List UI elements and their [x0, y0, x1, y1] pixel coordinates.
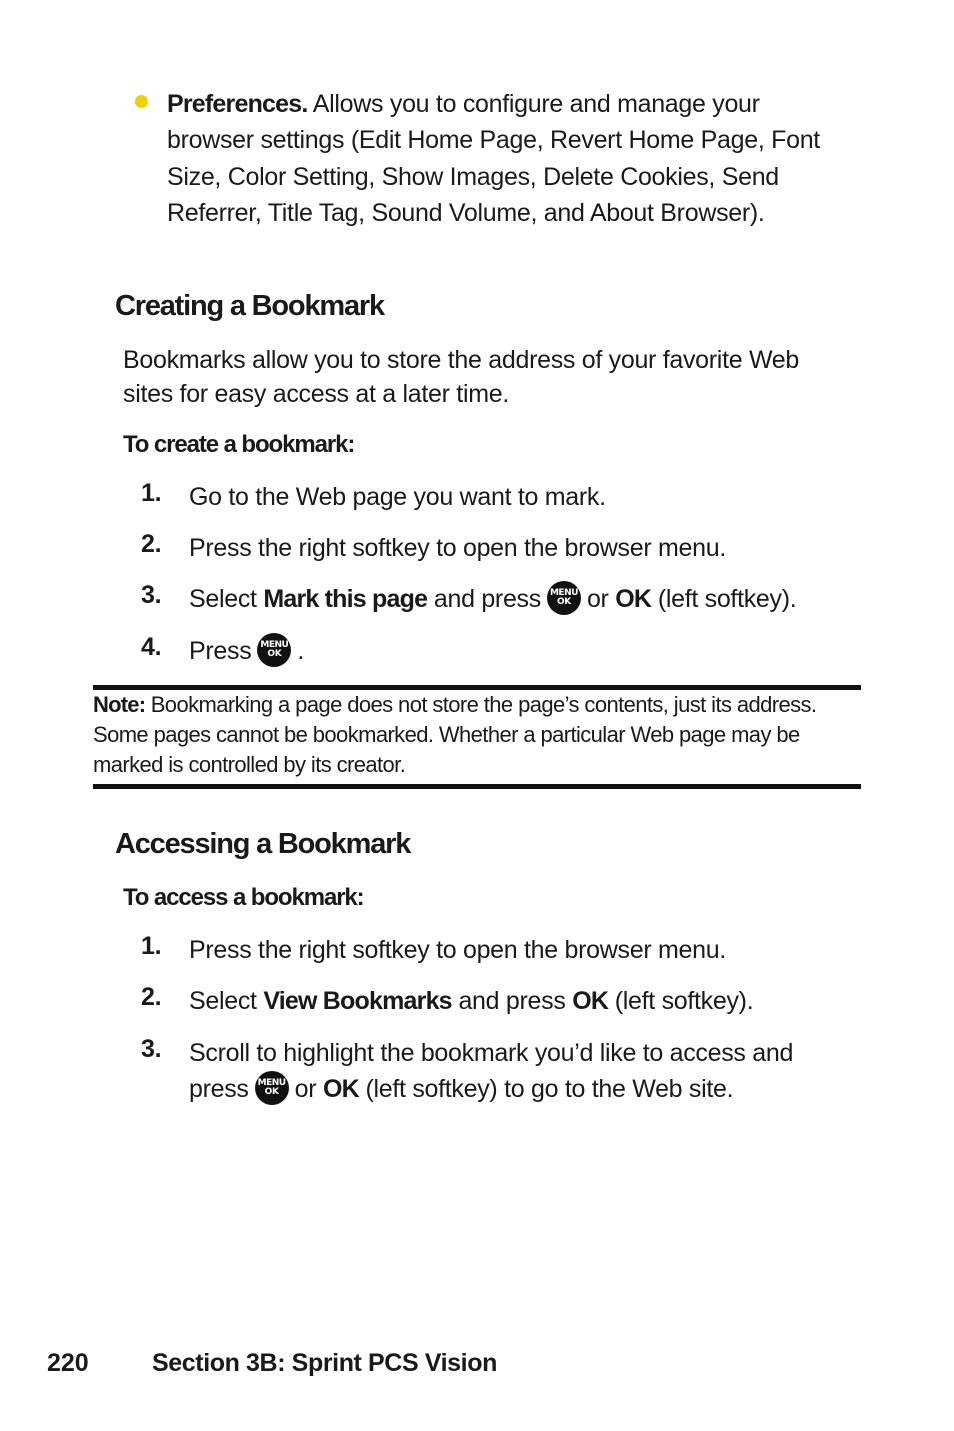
bullet-icon	[135, 95, 148, 108]
step-text-post: (left softkey).	[657, 585, 797, 613]
step-text-mid: and press	[458, 987, 566, 1015]
menu-ok-key-icon: MENU OK	[255, 1071, 289, 1105]
step-text-post: (left softkey).	[614, 987, 754, 1015]
step-text: Press the right softkey to open the browser menu.	[189, 936, 726, 964]
step-text-pre: Press	[189, 637, 252, 665]
note-text: Bookmarking a page does not store the page’s contents, just its address. Some pages cannot be bookmarked. Whether a particular Web page may be marked is controlled by its creator.	[93, 692, 817, 777]
step-number: 2.	[141, 530, 162, 558]
step-text-mid: and press	[433, 585, 541, 613]
step-number: 3.	[141, 1035, 162, 1063]
creating-intro: Bookmarks allow you to store the address of your favorite Web sites for easy access at a later time.	[123, 346, 800, 408]
step-number: 3.	[141, 581, 162, 609]
step-number: 1.	[141, 479, 162, 507]
ok-label: OK	[615, 585, 652, 613]
step-text	[189, 1035, 861, 1107]
menu-ok-key-icon: MENU OK	[547, 581, 581, 615]
section-title: Section 3B: Sprint PCS Vision	[152, 1349, 497, 1377]
create-subheading: To create a bookmark:	[123, 431, 355, 458]
step-text-pre: Select	[189, 585, 257, 613]
preferences-term: Preferences.	[167, 90, 308, 118]
preferences-item	[167, 86, 827, 231]
page-number: 220	[47, 1349, 89, 1377]
preferences-text: Allows you to configure and manage your browser settings (Edit Home Page, Revert Home Page, Font Size, Color Setting, Show Images, Delete Cookies, Send Referrer, Title Tag, Sound Volume, and About Browser).	[167, 90, 820, 227]
note-bottom-rule	[93, 784, 861, 789]
step-text	[189, 983, 861, 1019]
step-text-or: or	[294, 1075, 317, 1103]
step-text	[189, 633, 861, 669]
access-subheading: To access a bookmark:	[123, 884, 364, 911]
step-text-post: .	[297, 637, 305, 665]
step-number: 1.	[141, 932, 162, 960]
step-text-post: (left softkey) to go to the Web site.	[365, 1075, 734, 1103]
view-bookmarks-label: View Bookmarks	[263, 987, 452, 1015]
ok-label: OK	[322, 1075, 359, 1103]
accessing-heading: Accessing a Bookmark	[115, 828, 411, 860]
step-text: Press the right softkey to open the browser menu.	[189, 534, 726, 562]
step-text-pre: Select	[189, 987, 257, 1015]
step-number: 2.	[141, 983, 162, 1011]
note-label: Note:	[93, 692, 146, 717]
step-number: 4.	[141, 633, 162, 661]
ok-label: OK	[572, 987, 609, 1015]
step-text-or: or	[586, 585, 609, 613]
step-text	[189, 581, 861, 617]
menu-ok-key-icon: MENU OK	[257, 633, 291, 667]
note	[93, 690, 863, 780]
step-text-pre: press	[189, 1075, 249, 1103]
step-text: Go to the Web page you want to mark.	[189, 483, 606, 511]
step-text-line1: Scroll to highlight the bookmark you’d like to access and	[189, 1039, 794, 1067]
mark-this-page-label: Mark this page	[263, 585, 428, 613]
creating-heading: Creating a Bookmark	[115, 290, 384, 322]
